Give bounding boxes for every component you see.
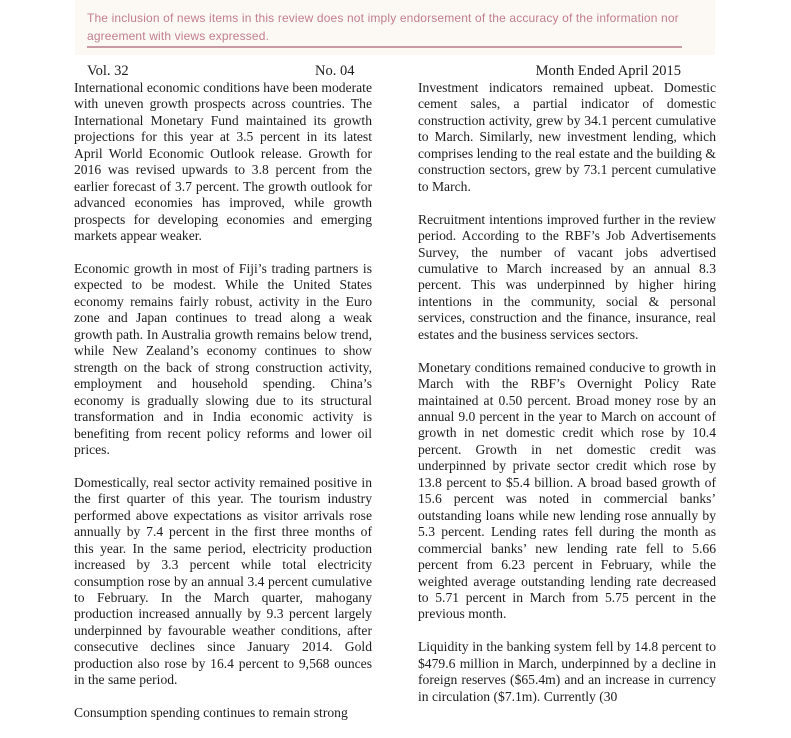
right-column bbox=[418, 80, 716, 722]
paragraph-recruitment-intentions: Recruitment intentions improved further in the review period. According to the RBF’s Job Advertisements Survey, the number of vacant jobs advertised cumulative to March increased by an annual 8.3 percent. This was underpinned by higher hiring intentions in the community, social & personal services, construction and the finance, insurance, real estates and the business services sectors. bbox=[418, 211, 716, 342]
paragraph-investment-indicators: Investment indicators remained upbeat. Domestic cement sales, a partial indicator of domestic construction activity, grew by 34.1 percent cumulative to March. Similarly, new investment lending, which comprises lending to the real estate and the building & construction sectors, grew by 73.1 percent cumulative to March. bbox=[418, 80, 716, 194]
disclaimer-divider bbox=[87, 46, 682, 48]
paragraph-trading-partners: Economic growth in most of Fiji’s trading partners is expected to be modest. While the United States economy remains fairly robust, activity in the Euro zone and Japan continues to tread along a weak growth path. In Australia growth remains below trend, while New Zealand’s economy continues to show strength on the back of strong construction activity, employment and household spending. China’s economy is gradually slowing due to its structural transformation and in India economic activity is benefiting from recent policy reforms and lower oil prices. bbox=[74, 260, 372, 457]
left-column bbox=[74, 80, 372, 738]
issue-masthead bbox=[87, 62, 681, 80]
disclaimer-banner bbox=[75, 0, 715, 55]
period-label: Month Ended April 2015 bbox=[535, 63, 681, 79]
paragraph-international-conditions: International economic conditions have been moderate with uneven growth prospects across countries. The International Monetary Fund maintained its growth projections for this year at 3.5 percent in its latest April World Economic Outlook release. Growth for 2016 was revised upwards to 3.8 percent from the earlier forecast of 3.7 percent. The growth outlook for advanced economies has improved, while growth prospects for developing economies and emerging markets appear weaker. bbox=[74, 80, 372, 244]
paragraph-banking-liquidity: Liquidity in the banking system fell by 14.8 percent to $479.6 million in March, underpinned by a decline in foreign reserves ($65.4m) and an increase in currency in circulation ($7.1m). Currently (30 bbox=[418, 639, 716, 704]
paragraph-consumption-spending: Consumption spending continues to remain strong bbox=[74, 705, 348, 721]
disclaimer-text: The inclusion of news items in this review does not imply endorsement of the accuracy of the information nor agreement with views expressed. bbox=[87, 11, 679, 43]
paragraph-monetary-conditions: Monetary conditions remained conducive to growth in March with the RBF’s Overnight Policy Rate maintained at 0.50 percent. Broad money rose by an annual 9.0 percent in the year to March on account of growth in net domestic credit which rose by 10.4 percent. Growth in net domestic credit was underpinned by private sector credit which rose by 13.8 percent to $5.4 billion. A broad based growth of 15.6 percent was noted in commercial banks’ outstanding loans while new lending rose annually by 5.3 percent. Lending rates fell during the month as commercial banks’ new lending rate fell to 5.66 percent from 6.23 percent in February, while the weighted average outstanding lending rate decreased to 5.71 percent in March from 5.75 percent in the previous month. bbox=[418, 359, 716, 622]
issue-number-label: No. 04 bbox=[315, 63, 355, 79]
paragraph-domestic-activity: Domestically, real sector activity remained positive in the first quarter of this year. The tourism industry performed above expectations as visitor arrivals rose annually by 7.4 percent in the first three months of this year. In the same period, electricity production increased by 3.3 percent while total electricity consumption rose by an annual 3.4 percent cumulative to February. In the March quarter, mahogany production increased annually by 9.3 percent largely underpinned by favourable weather conditions, after consecutive declines since January 2014. Gold production also rose by 16.4 percent to 9,568 ounces in the same period. bbox=[74, 474, 372, 688]
volume-label: Vol. 32 bbox=[87, 63, 129, 79]
